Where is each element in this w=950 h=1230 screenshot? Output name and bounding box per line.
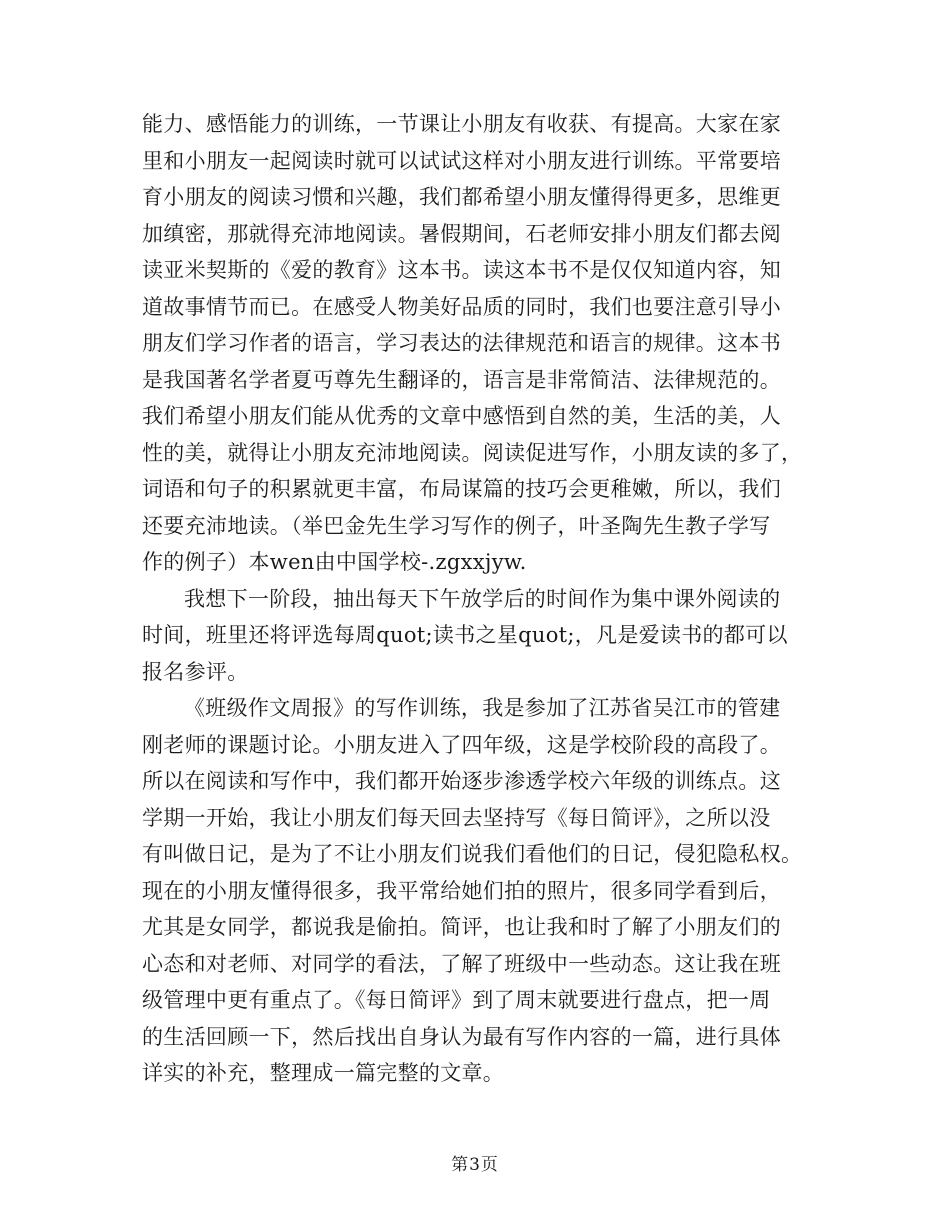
text-line: 还要充沛地读。（举巴金先生学习写作的例子，叶圣陶先生教子学写	[142, 513, 771, 538]
paragraph-first-line: 我想下一阶段，抽出每天下午放学后的时间作为集中课外阅读的	[184, 586, 781, 611]
text-line: 现在的小朋友懂得很多，我平常给她们拍的照片，很多同学看到后，	[142, 878, 781, 903]
text-line: 的生活回顾一下，然后找出自身认为最有写作内容的一篇，进行具体	[142, 1024, 781, 1049]
text-line: 加缜密，那就得充沛地阅读。暑假期间，石老师安排小朋友们都去阅	[142, 221, 781, 246]
text-line: 详实的补充，整理成一篇完整的文章。	[142, 1061, 505, 1085]
text-line: 刚老师的课题讨论。小朋友进入了四年级，这是学校阶段的高段了。	[142, 732, 781, 757]
text-line: 我们希望小朋友们能从优秀的文章中感悟到自然的美，生活的美，人	[142, 404, 781, 428]
text-line: 育小朋友的阅读习惯和兴趣，我们都希望小朋友懂得得更多，思维更	[142, 185, 781, 209]
text-line: 所以在阅读和写作中，我们都开始逐步渗透学校六年级的训练点。这	[142, 769, 781, 793]
text-line: 报名参评。	[142, 659, 249, 684]
text-line: 性的美，就得让小朋友充沛地阅读。阅读促进写作，小朋友读的多了，	[142, 440, 803, 465]
text-line: 学期一开始，我让小朋友们每天回去坚持写《每日简评》，之所以没	[142, 805, 771, 830]
text-line: 是我国著名学者夏丏尊先生翻译的，语言是非常简洁、法律规范的。	[142, 367, 781, 392]
text-line: 尤其是女同学，都说我是偷拍。简评，也让我和时了解了小朋友们的	[142, 915, 781, 939]
text-line: 读亚米契斯的《爱的教育》这本书。读这本书不是仅仅知道内容，知	[142, 258, 781, 282]
text-line: 朋友们学习作者的语言，学习表达的法律规范和语言的规律。这本书	[142, 331, 781, 355]
text-line: 里和小朋友一起阅读时就可以试试这样对小朋友进行训练。平常要培	[142, 148, 781, 173]
body-text	[142, 106, 808, 1092]
text-line: 作的例子）本wen由中国学校-.zgxxjyw.	[142, 550, 527, 574]
text-line: 词语和句子的积累就更丰富，布局谋篇的技巧会更稚嫩，所以，我们	[142, 477, 781, 501]
text-line: 级管理中更有重点了。《每日简评》到了周末就要进行盘点，把一周	[142, 988, 771, 1012]
text-line: 心态和对老师、对同学的看法，了解了班级中一些动态。这让我在班	[142, 951, 781, 976]
text-line: 能力、感悟能力的训练，一节课让小朋友有收获、有提高。大家在家	[142, 112, 781, 136]
text-line: 有叫做日记，是为了不让小朋友们说我们看他们的日记，侵犯隐私权。	[142, 842, 803, 866]
page-number: 第3页	[451, 1155, 499, 1175]
text-line: 时间，班里还将评选每周quot;读书之星quot;，凡是爱读书的都可以	[142, 623, 788, 647]
text-line: 道故事情节而已。在感受人物美好品质的同时，我们也要注意引导小	[142, 294, 781, 319]
paragraph-first-line: 《班级作文周报》的写作训练，我是参加了江苏省吴江市的管建	[184, 696, 781, 720]
